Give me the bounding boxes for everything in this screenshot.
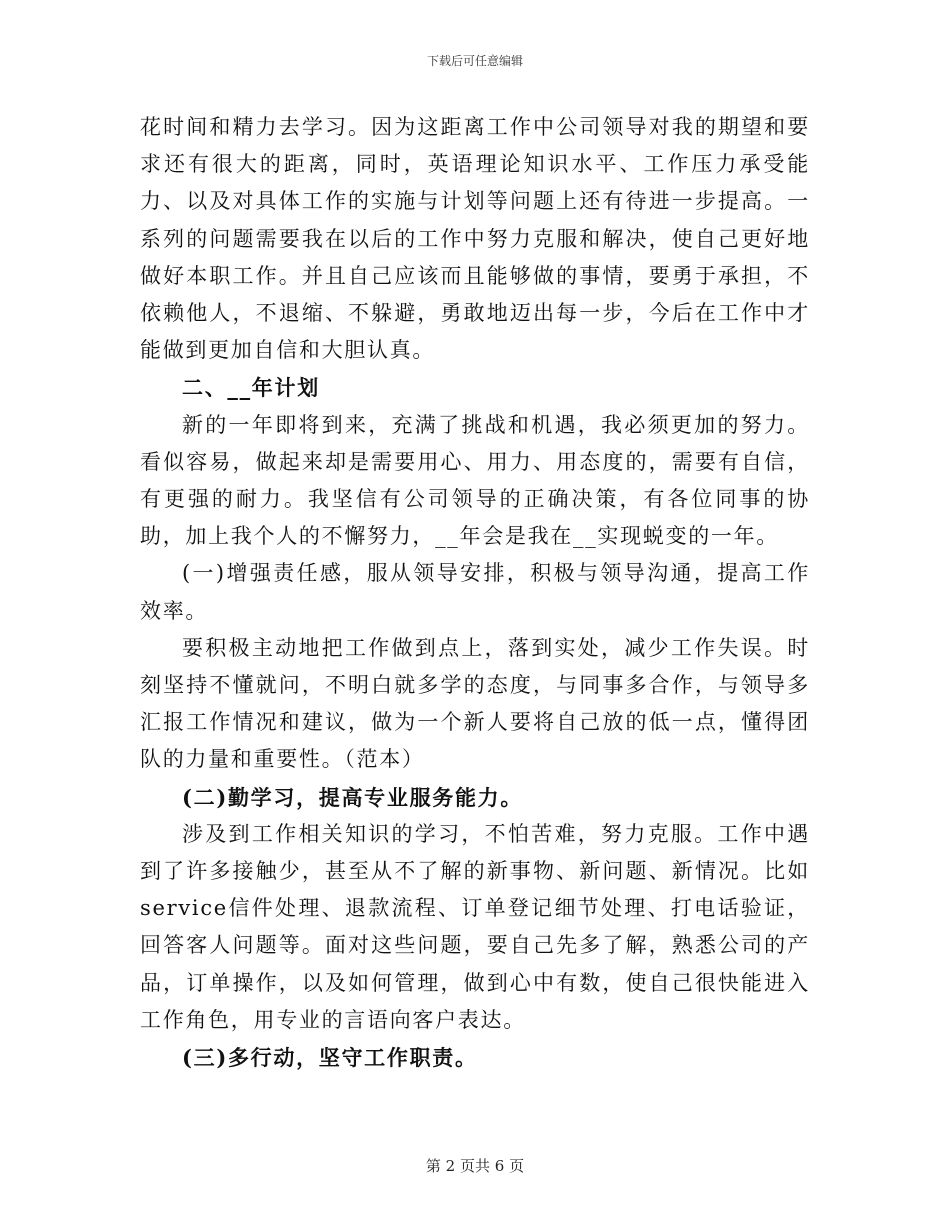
header-note: 下载后可任意编辑 bbox=[426, 54, 523, 68]
section-heading-plan: 二、__年计划 bbox=[182, 375, 320, 401]
page-number: 第 2 页共 6 页 bbox=[425, 1157, 525, 1175]
paragraph-responsibility: 要积极主动地把工作做到点上，落到实处，减少工作失误。时刻坚持不懂就问，不明白就多学的态度，与同事多合作，与领导多汇报工作情况和建议，做为一个新人要将自己放的低一点，懂得团队的力量和重要性。（范本） bbox=[140, 635, 810, 772]
paragraph-study: 涉及到工作相关知识的学习，不怕苦难，努力克服。工作中遇到了许多接触少，甚至从不了解的新事物、新问题、新情况。比如service信件处理、退款流程、订单登记细节处理、打电话验证，回答客人问题等。面对这些问题，要自己先多了解，熟悉公司的产品，订单操作，以及如何管理，做到心中有数，使自己很快能进入工作角色，用专业的言语向客户表达。 bbox=[140, 821, 810, 1032]
document-body bbox=[140, 109, 810, 1076]
subheading-action: (三)多行动，坚守工作职责。 bbox=[182, 1045, 478, 1071]
subheading-responsibility: (一)增强责任感，服从领导安排，积极与领导沟通，提高工作效率。 bbox=[140, 561, 810, 623]
subheading-study: (二)勤学习，提高专业服务能力。 bbox=[182, 784, 524, 810]
paragraph-continuation: 花时间和精力去学习。因为这距离工作中公司领导对我的期望和要求还有很大的距离，同时，英语理论知识水平、工作压力承受能力、以及对具体工作的实施与计划等问题上还有待进一步提高。一系列的问题需要我在以后的工作中努力克服和解决，使自己更好地做好本职工作。并且自己应该而且能够做的事情，要勇于承担，不依赖他人，不退缩、不躲避，勇敢地迈出每一步，今后在工作中才能做到更加自信和大胆认真。 bbox=[140, 115, 810, 363]
paragraph-plan-intro: 新的一年即将到来，充满了挑战和机遇，我必须更加的努力。看似容易，做起来却是需要用心、用力、用态度的，需要有自信，有更强的耐力。我坚信有公司领导的正确决策，有各位同事的协助，加上我个人的不懈努力，__年会是我在__实现蜕变的一年。 bbox=[140, 412, 810, 549]
